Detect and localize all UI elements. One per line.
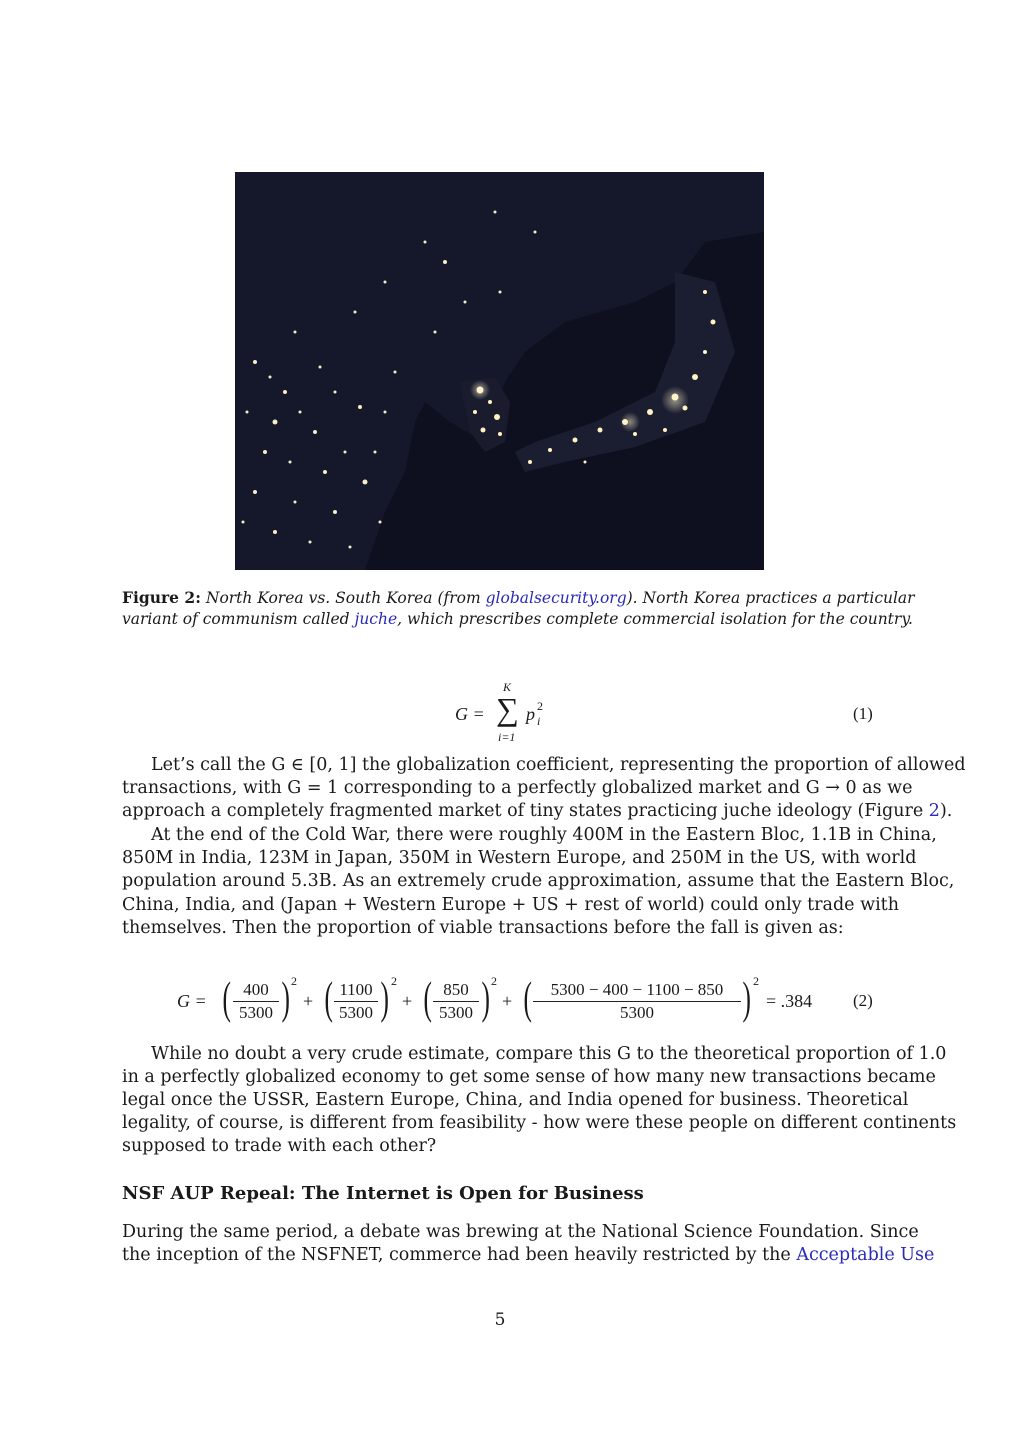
f3-denominator: 5300 bbox=[439, 1003, 473, 1022]
eq1-lhs: G = bbox=[455, 704, 485, 724]
caption-text: North Korea vs. South Korea (from bbox=[205, 589, 486, 607]
right-paren: ) bbox=[380, 972, 389, 1023]
f2-numerator: 1100 bbox=[339, 980, 373, 999]
left-paren: ( bbox=[423, 972, 432, 1023]
plus: + bbox=[502, 991, 513, 1011]
f4-exponent: 2 bbox=[753, 974, 759, 988]
f1-numerator: 400 bbox=[243, 980, 269, 999]
eq1-sum-lower: i=1 bbox=[498, 730, 516, 744]
section-heading: NSF AUP Repeal: The Internet is Open for Business bbox=[122, 1183, 644, 1204]
para1-line-1: Let’s call the G ∈ [0, 1] the globalization coefficient, representing the proportion of allowed bbox=[151, 755, 966, 775]
eq1-term-sup: 2 bbox=[537, 699, 543, 713]
eq1-term-sub: i bbox=[537, 714, 541, 728]
f4-denominator: 5300 bbox=[620, 1003, 654, 1022]
globalsecurity-link[interactable]: globalsecurity.org bbox=[485, 589, 627, 607]
para3-line-1: While no doubt a very crude estimate, compare this G to the theoretical proportion of 1.0 bbox=[151, 1044, 947, 1064]
left-paren: ( bbox=[523, 972, 532, 1023]
para4-text: the inception of the NSFNET, commerce had been heavily restricted by the bbox=[122, 1245, 797, 1265]
para2-line-3: population around 5.3B. As an extremely crude approximation, assume that the Eastern Bloc, bbox=[122, 871, 955, 891]
para3-line-3: legal once the USSR, Eastern Europe, China, and India opened for business. Theoretical bbox=[122, 1090, 909, 1110]
sum-symbol: ∑ bbox=[496, 691, 519, 727]
f2-denominator: 5300 bbox=[339, 1003, 373, 1022]
f1-denominator: 5300 bbox=[239, 1003, 273, 1022]
f2-exponent: 2 bbox=[391, 974, 397, 988]
para1-text: ). bbox=[939, 801, 953, 821]
fraction-4 bbox=[533, 979, 741, 1024]
fraction-3 bbox=[433, 979, 479, 1024]
caption-text: ). North Korea practices a particular bbox=[626, 589, 915, 607]
para3-line-2: in a perfectly globalized economy to get some sense of how many new transactions became bbox=[122, 1067, 936, 1087]
right-paren: ) bbox=[481, 972, 490, 1023]
eq2-result: = .384 bbox=[766, 991, 813, 1011]
para2-line-1: At the end of the Cold War, there were roughly 400M in the Eastern Bloc, 1.1B in China, bbox=[151, 825, 937, 845]
fraction-2 bbox=[334, 979, 378, 1024]
f3-exponent: 2 bbox=[491, 974, 497, 988]
caption-text: , which prescribes complete commercial isolation for the country. bbox=[397, 610, 913, 628]
para4-line-2 bbox=[122, 1244, 935, 1268]
para4-line-1: During the same period, a debate was brewing at the National Science Foundation. Since bbox=[122, 1222, 919, 1242]
plus: + bbox=[402, 991, 413, 1011]
page-number: 5 bbox=[494, 1310, 506, 1330]
eq1-sum-upper: K bbox=[503, 680, 512, 694]
figure-label: Figure 2: bbox=[122, 588, 201, 607]
acceptable-use-link[interactable]: Acceptable Use bbox=[796, 1245, 935, 1265]
para2-line-2: 850M in India, 123M in Japan, 350M in Western Europe, and 250M in the US, with world bbox=[122, 848, 917, 868]
para1-line-2: transactions, with G = 1 corresponding to a perfectly globalized market and G → 0 as we bbox=[122, 778, 913, 798]
right-paren: ) bbox=[281, 972, 290, 1023]
f1-exponent: 2 bbox=[291, 974, 297, 988]
eq2-number: (2) bbox=[853, 991, 873, 1010]
eq2-lhs: G = bbox=[177, 991, 207, 1011]
figure-image bbox=[235, 172, 764, 570]
figure-2-ref-link[interactable]: 2 bbox=[928, 801, 940, 821]
para2-line-5: themselves. Then the proportion of viable transactions before the fall is given as: bbox=[122, 918, 844, 938]
fraction-1 bbox=[233, 979, 279, 1024]
para3-line-5: supposed to trade with each other? bbox=[122, 1136, 437, 1156]
eq1-term: p bbox=[526, 704, 535, 724]
figure-caption-line-1 bbox=[122, 587, 915, 609]
eq1-number: (1) bbox=[853, 704, 873, 723]
right-paren: ) bbox=[742, 972, 751, 1023]
juche-link[interactable]: juche bbox=[354, 610, 398, 628]
para3-line-4: legality, of course, is different from feasibility - how were these people on different continents bbox=[122, 1113, 957, 1133]
para1-text: approach a completely fragmented market of tiny states practicing juche ideology (Figure bbox=[122, 801, 929, 821]
para2-line-4: China, India, and (Japan + Western Europe + US + rest of world) could only trade with bbox=[122, 895, 899, 915]
left-paren: ( bbox=[324, 972, 333, 1023]
left-paren: ( bbox=[222, 972, 231, 1023]
f3-numerator: 850 bbox=[443, 980, 469, 999]
para1-line-3 bbox=[122, 800, 953, 824]
caption-text: variant of communism called bbox=[122, 610, 355, 628]
plus: + bbox=[303, 991, 314, 1011]
figure-caption-line-2 bbox=[122, 608, 913, 630]
night-map-illustration bbox=[235, 172, 764, 570]
f4-numerator: 5300 − 400 − 1100 − 850 bbox=[550, 980, 724, 999]
